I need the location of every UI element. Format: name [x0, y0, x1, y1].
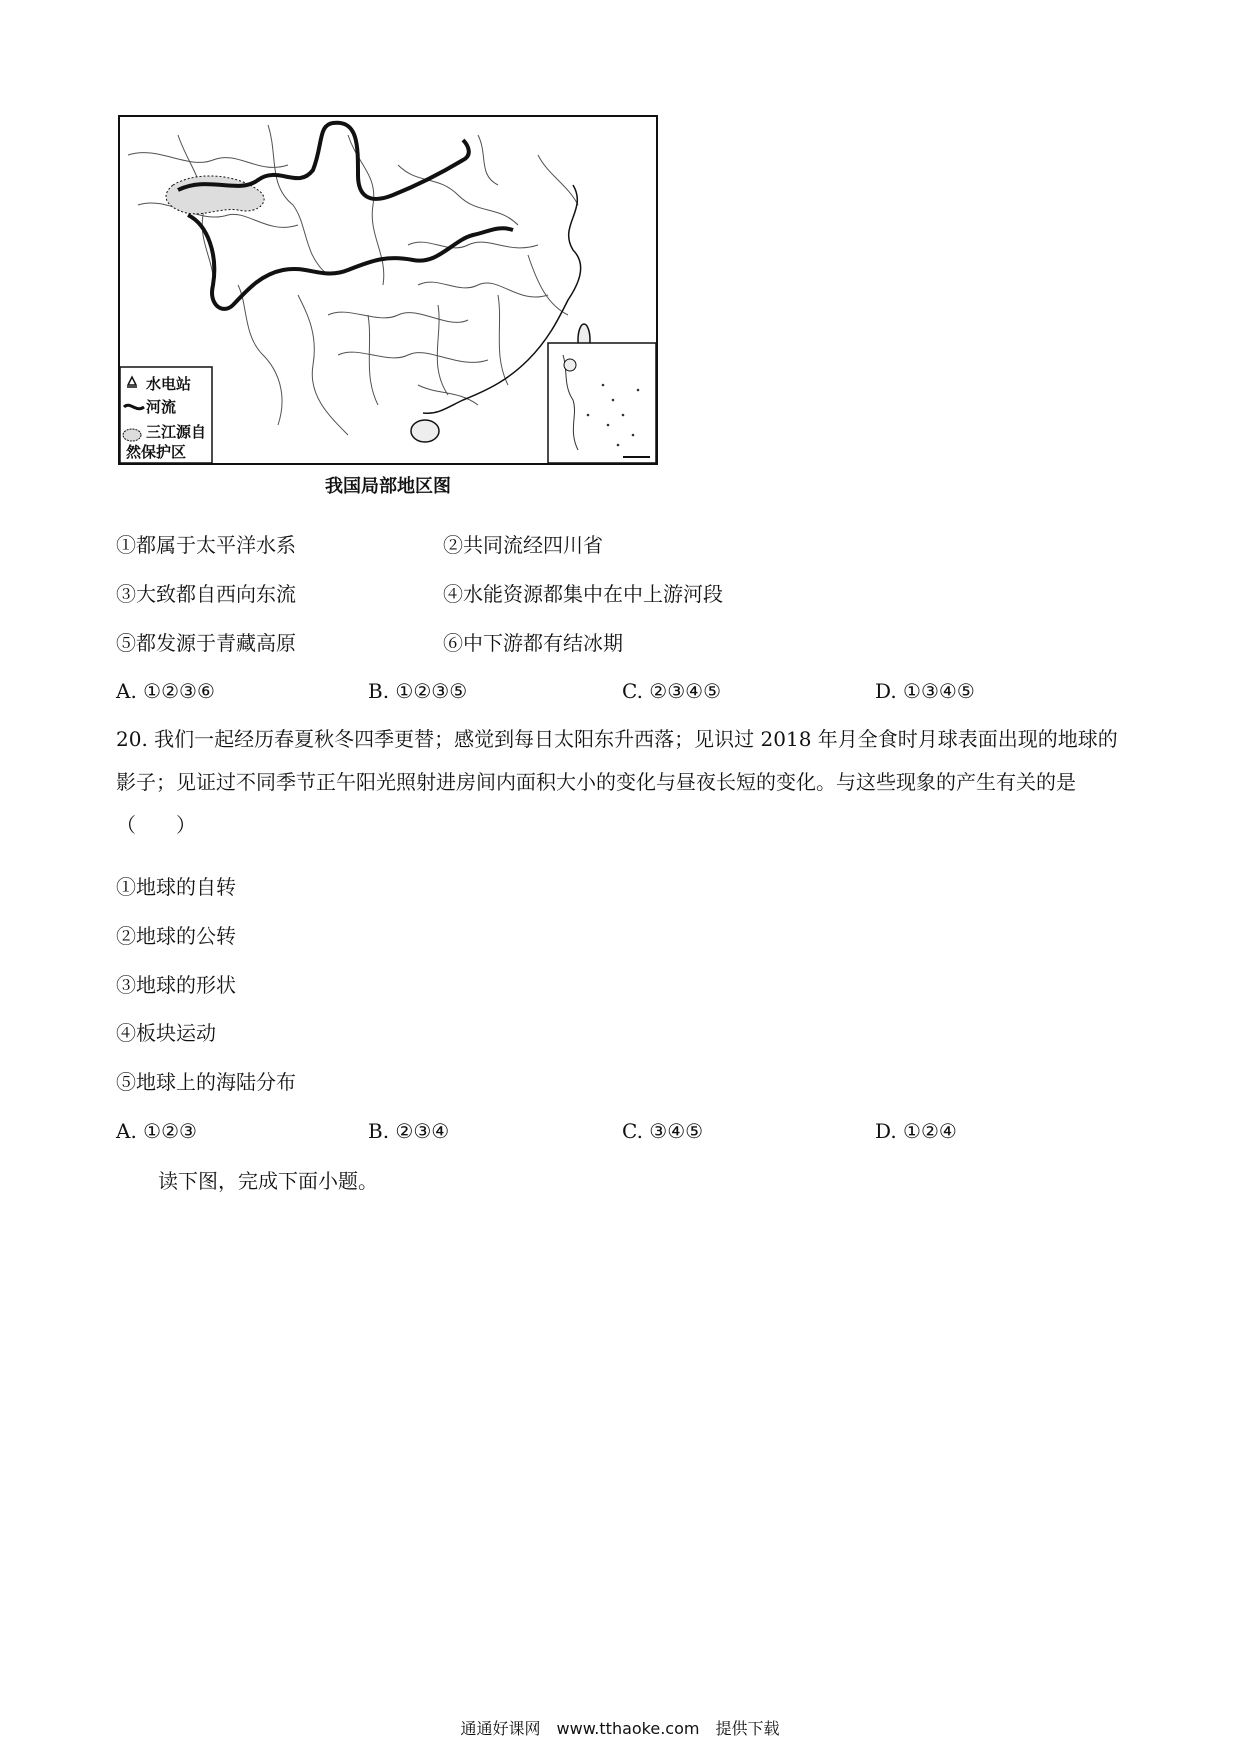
q19-option-d[interactable]: D. ①③④⑤	[875, 679, 975, 703]
legend-river: 河流	[146, 398, 177, 416]
q20-option-b[interactable]: B. ②③④	[368, 1119, 450, 1143]
q19-statement-1: ①都属于太平洋水系	[116, 533, 296, 557]
q20-statement-2: ②地球的公转	[116, 924, 236, 948]
q20-option-d[interactable]: D. ①②④	[875, 1119, 957, 1143]
q19-statement-5: ⑤都发源于青藏高原	[116, 631, 296, 655]
q19-statement-6: ⑥中下游都有结冰期	[443, 631, 623, 655]
q20-stem: 20. 我们一起经历春夏秋冬四季更替；感觉到每日太阳东升西落；见识过 2018 年月全食时月球表面出现的地球的影子；见证过不同季节正午阳光照射进房间内面积大小的变化与昼夜长短的变化。与这些现象的产生有关的是（ ）	[116, 727, 1118, 837]
page-footer: 通通好课网 www.tthaoke.com 提供下载	[460, 1719, 780, 1738]
q20-option-c[interactable]: C. ③④⑤	[622, 1119, 704, 1143]
map-caption: 我国局部地区图	[325, 476, 451, 497]
q20-option-a[interactable]: A. ①②③	[116, 1119, 197, 1143]
q20-statement-1: ①地球的自转	[116, 875, 236, 899]
legend-reserve-line2: 然保护区	[126, 443, 187, 461]
q19-statement-2: ②共同流经四川省	[443, 533, 603, 557]
q19-statement-4: ④水能资源都集中在中上游河段	[443, 582, 723, 606]
reserve-area-icon	[123, 429, 141, 441]
q20-statement-5: ⑤地球上的海陆分布	[116, 1070, 296, 1094]
q20-statement-3: ③地球的形状	[116, 973, 236, 997]
q19-statement-3: ③大致都自西向东流	[116, 582, 296, 606]
china-partial-map	[118, 115, 658, 465]
q19-option-b[interactable]: B. ①②③⑤	[368, 679, 468, 703]
reading-instruction: 读下图，完成下面小题。	[158, 1169, 378, 1193]
legend-reserve-line1: 三江源自	[146, 423, 207, 441]
legend-hydro-station: 水电站	[146, 375, 192, 393]
q19-option-a[interactable]: A. ①②③⑥	[116, 679, 215, 703]
q20-statement-4: ④板块运动	[116, 1021, 216, 1045]
map-illustration	[118, 115, 658, 465]
q19-option-c[interactable]: C. ②③④⑤	[622, 679, 722, 703]
